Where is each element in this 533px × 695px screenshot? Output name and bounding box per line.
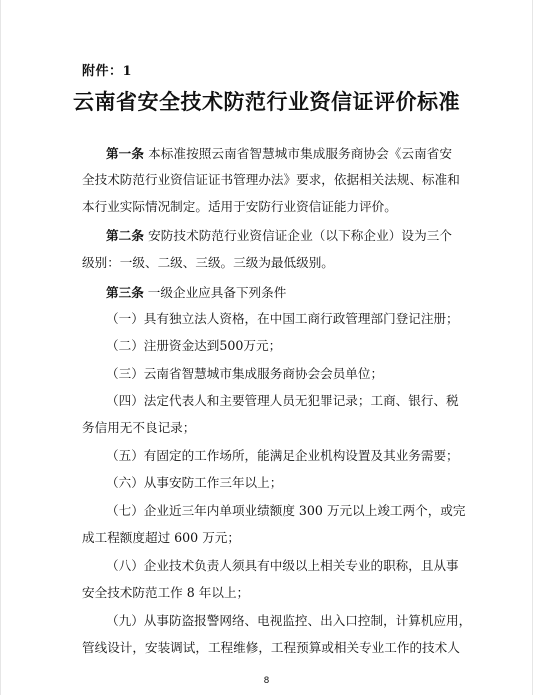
article-3-text-1: 一级企业应具备下列条件	[147, 285, 287, 300]
item-7-line-1: （七）企业近三年内单项业绩额度 300 万元以上竣工两个，或完	[106, 503, 466, 518]
article-2-line-2: 级别：一级、二级、三级。三级为最低级别。	[82, 255, 334, 270]
document-title: 云南省安全技术防范行业资信证评价标准	[73, 90, 460, 114]
item-2: （二）注册资金达到500万元；	[106, 338, 282, 353]
item-4-line-2: 务信用无不良记录；	[82, 420, 196, 435]
item-5: （五）有固定的工作场所，能满足企业机构设置及其业务需要；	[106, 448, 459, 463]
item-4-line-1: （四）法定代表人和主要管理人员无犯罪记录；工商、银行、税	[106, 393, 459, 408]
article-1-label: 第一条	[106, 146, 144, 161]
item-6: （六）从事安防工作三年以上；	[106, 475, 283, 490]
item-8-line-1: （八）企业技术负责人须具有中级以上相关专业的职称，且从事	[106, 558, 459, 573]
article-3-label: 第三条	[106, 285, 144, 300]
item-9-line-2: 管线设计，安装调试，工程维修，工程预算或相关专业工作的技术人	[82, 640, 460, 655]
item-9-line-1: （九）从事防盗报警网络、电视监控、出入口控制，计算机应用，	[106, 613, 472, 628]
article-2-text-1: 安防技术防范行业资信证企业（以下称企业）设为三个	[148, 228, 452, 243]
item-8-line-2: 安全技术防范工作 8 年以上；	[82, 585, 250, 600]
article-1-text-1: 本标准按照云南省智慧城市集成服务商协会《云南省安	[148, 146, 452, 161]
item-3: （三）云南省智慧城市集成服务商协会会员单位；	[106, 366, 384, 381]
article-2-label: 第二条	[106, 228, 144, 243]
attachment-label: 附件：1	[82, 64, 133, 79]
article-3-line-1	[82, 283, 452, 303]
article-1-line-1	[82, 144, 452, 164]
article-2-line-1	[82, 226, 452, 246]
page-number: 8	[263, 676, 270, 686]
item-1: （一）具有独立法人资格，在中国工商行政管理部门登记注册；	[106, 311, 459, 326]
article-1-line-2: 全技术防范行业资信证证书管理办法》要求，依据相关法规、标准和	[82, 172, 460, 187]
item-7-line-2: 成工程额度超过 600 万元；	[82, 530, 240, 545]
article-1-line-3: 本行业实际情况制定。适用于安防行业资信证能力评价。	[82, 199, 397, 214]
